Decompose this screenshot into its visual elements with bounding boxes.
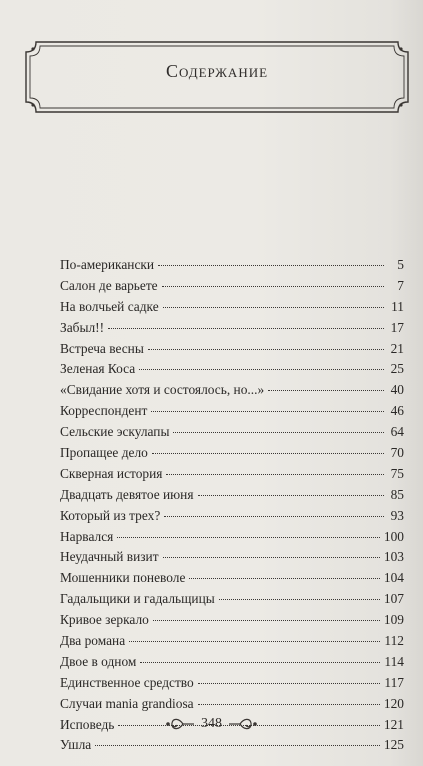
toc-entry[interactable] (60, 547, 404, 568)
toc-entry[interactable] (60, 568, 404, 589)
toc-entry-title: Который из трех? (60, 507, 161, 523)
toc-entry[interactable] (60, 422, 404, 443)
toc-dot-leader (140, 662, 380, 663)
toc-entry-title: Сельские эскулапы (60, 424, 170, 440)
toc-entry-page: 114 (384, 653, 404, 669)
toc-entry[interactable] (60, 359, 404, 380)
toc-dot-leader (117, 537, 380, 538)
toc-dot-leader (108, 328, 384, 329)
toc-entry-title: Мошенники поневоле (60, 570, 186, 586)
toc-entry-title: Двадцать девятое июня (60, 486, 194, 502)
toc-entry-page: 117 (384, 674, 404, 690)
toc-dot-leader (198, 495, 385, 496)
toc-dot-leader (189, 578, 380, 579)
toc-dot-leader (148, 349, 384, 350)
toc-entry[interactable] (60, 652, 404, 673)
toc-entry-page: 125 (383, 737, 404, 753)
toc-dot-leader (162, 286, 384, 287)
toc-dot-leader (95, 745, 380, 746)
toc-entry-page: 112 (384, 633, 404, 649)
toc-entry[interactable] (60, 464, 404, 485)
toc-entry[interactable] (60, 527, 404, 548)
toc-entry-page: 104 (383, 570, 404, 586)
toc-entry-title: «Свидание хотя и состоялось, но...» (60, 382, 265, 398)
toc-entry-title: Пропащее дело (60, 445, 148, 461)
toc-entry[interactable] (60, 506, 404, 527)
page-number: 348 (201, 716, 222, 731)
toc-dot-leader (164, 516, 384, 517)
page-title: Содержание (165, 61, 269, 81)
toc-entry-page: 11 (391, 298, 404, 314)
toc-dot-leader (151, 411, 384, 412)
toc-entry-title: Исповедь (60, 716, 115, 732)
toc-entry[interactable] (60, 380, 404, 401)
toc-entry-page: 17 (390, 319, 404, 335)
toc-dot-leader (166, 474, 384, 475)
toc-dot-leader (163, 307, 384, 308)
toc-entry[interactable] (60, 673, 404, 694)
toc-dot-leader (198, 683, 381, 684)
toc-entry-title: Неудачный визит (60, 549, 159, 565)
toc-dot-leader (198, 704, 380, 705)
toc-dot-leader (163, 557, 380, 558)
toc-entry-title: Гадальщики и гадальщицы (60, 591, 215, 607)
toc-entry[interactable] (60, 276, 404, 297)
toc-entry-title: Два романа (60, 633, 126, 649)
toc-entry-title: По-американски (60, 257, 155, 272)
toc-dot-leader (153, 620, 380, 621)
toc-entry-title: Салон де варьете (60, 277, 158, 293)
toc-entry-page: 25 (390, 361, 404, 377)
toc-entry-page: 75 (390, 465, 404, 481)
toc-entry-page: 103 (383, 549, 404, 565)
toc-entry[interactable] (60, 589, 404, 610)
scroll-ornament-left-icon (165, 717, 195, 731)
toc-entry[interactable] (60, 297, 404, 318)
toc-entry-title: Зеленая Коса (60, 361, 136, 377)
toc-entry-page: 46 (390, 403, 404, 419)
toc-entry-title: Скверная история (60, 465, 163, 481)
toc-entry-title: Ушла (60, 737, 92, 753)
toc-dot-leader (129, 641, 380, 642)
toc-entry[interactable] (60, 694, 404, 715)
toc-entry-title: Кривое зеркало (60, 612, 149, 628)
toc-entry-page: 85 (390, 486, 404, 502)
toc-dot-leader (219, 599, 380, 600)
toc-entry-page: 109 (383, 612, 404, 628)
toc-dot-leader (158, 265, 384, 266)
toc-entry-page: 120 (383, 695, 404, 711)
toc-dot-leader (139, 369, 384, 370)
toc-entry[interactable] (60, 485, 404, 506)
toc-entry[interactable] (60, 610, 404, 631)
toc-dot-leader (268, 390, 384, 391)
toc-dot-leader (173, 432, 384, 433)
toc-entry[interactable] (60, 631, 404, 652)
page-footer (0, 716, 423, 732)
toc-entry[interactable] (60, 339, 404, 360)
toc-entry[interactable] (60, 443, 404, 464)
toc-entry-title: Двое в одном (60, 653, 137, 669)
toc-entry-title: Случаи mania grandiosa (60, 695, 194, 711)
toc-entry-page: 7 (397, 277, 404, 293)
toc-entry[interactable] (60, 735, 404, 756)
toc-entry-page: 21 (390, 340, 404, 356)
toc-entry-title: Единственное средство (60, 674, 194, 690)
table-of-contents (60, 255, 404, 756)
toc-entry-title: Встреча весны (60, 340, 144, 356)
toc-entry[interactable] (60, 401, 404, 422)
toc-entry-page: 93 (390, 507, 404, 523)
toc-entry-title: Забыл!! (60, 319, 105, 335)
toc-entry-page: 107 (383, 591, 404, 607)
toc-entry-page: 70 (390, 445, 404, 461)
toc-dot-leader (152, 453, 384, 454)
toc-entry-title: Корреспондент (60, 403, 148, 419)
toc-entry-page: 40 (390, 382, 404, 398)
toc-entry[interactable] (60, 318, 404, 339)
toc-entry-title: Нарвался (60, 528, 114, 544)
toc-entry-page: 64 (390, 424, 404, 440)
toc-entry-page: 100 (383, 528, 404, 544)
toc-entry[interactable] (60, 255, 404, 276)
toc-entry-page: 5 (397, 257, 404, 272)
scroll-ornament-right-icon (228, 717, 258, 731)
toc-entry-page: 121 (383, 716, 404, 732)
toc-entry-title: На волчьей садке (60, 298, 159, 314)
